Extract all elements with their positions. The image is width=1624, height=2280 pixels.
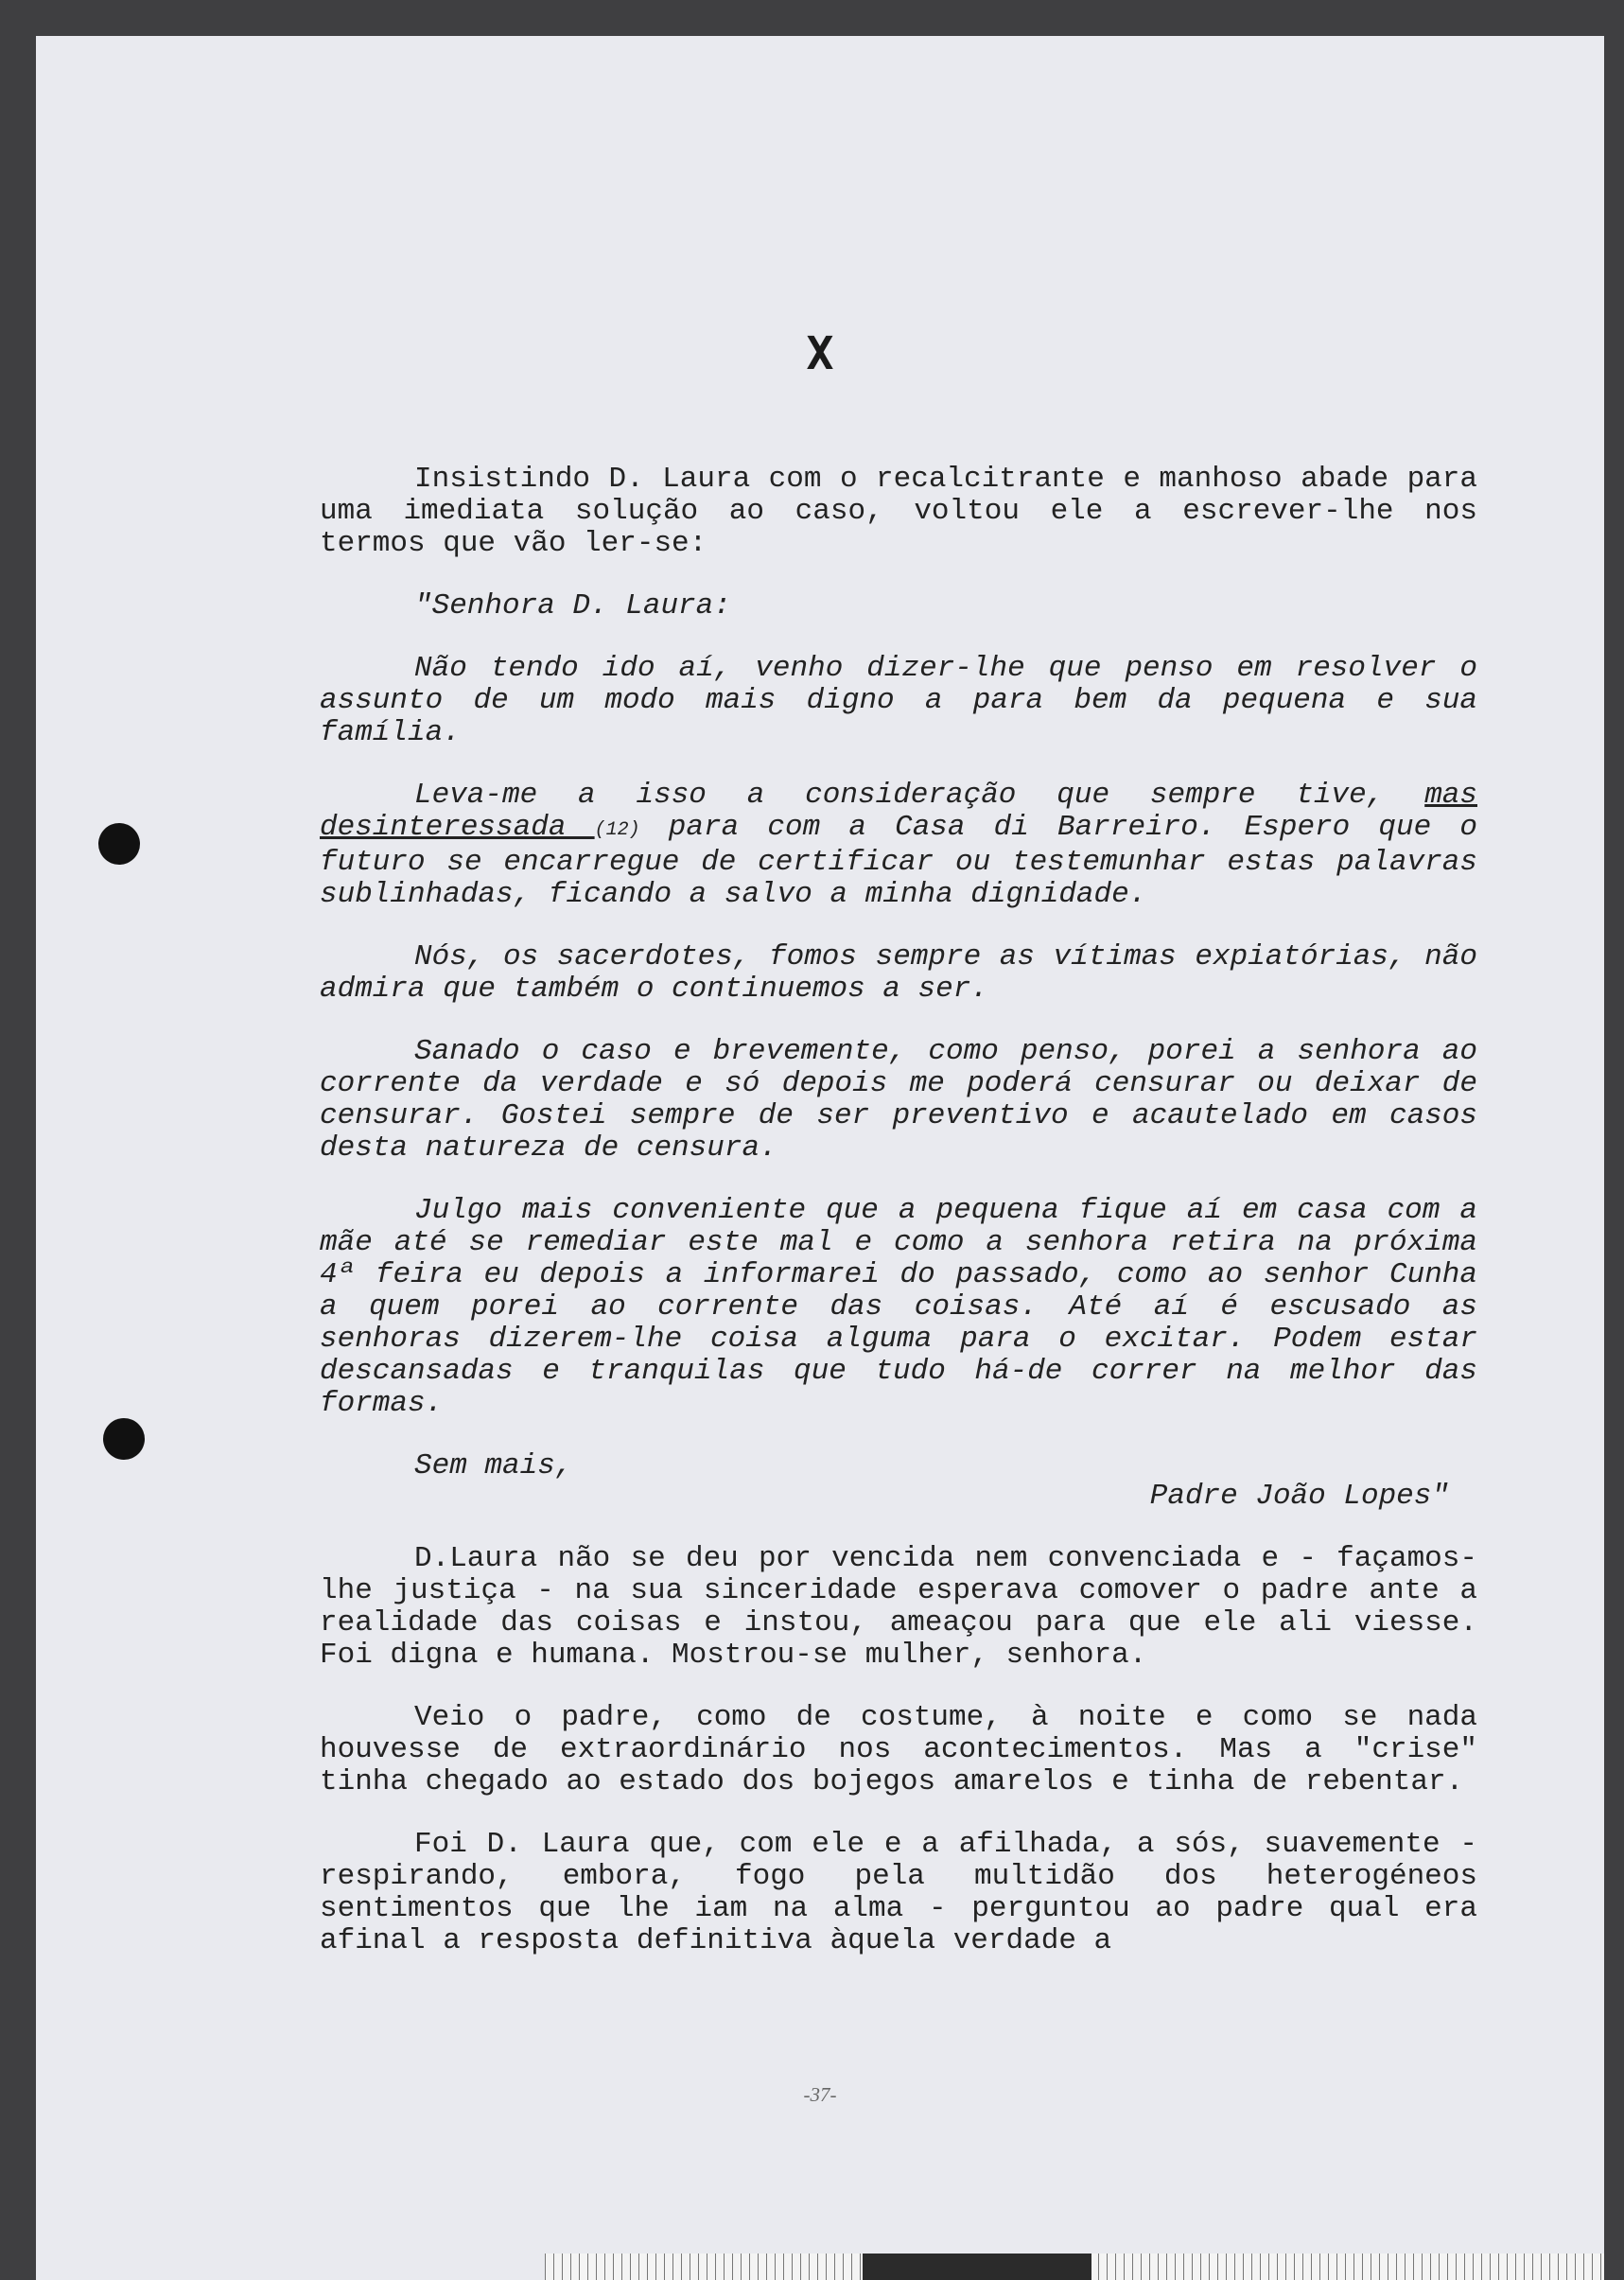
letter-paragraph xyxy=(320,780,1477,911)
paragraph: Insistindo D. Laura com o recalcitrante e manhoso abade para uma imediata solução ao caso, voltou ele a escrever-lhe nos termos que vão ler-se: xyxy=(320,463,1477,560)
paragraph: Foi D. Laura que, com ele e a afilhada, a sós, suavemente - respirando, embora, fogo pela multidão dos heterogéneos sentimentos que lhe iam na alma - perguntou ao padre qual era afinal a resposta definitiva àquela verdade a xyxy=(320,1828,1477,1957)
footnote-reference: (12) xyxy=(594,819,640,841)
paragraph: Veio o padre, como de costume, à noite e como se nada houvesse de extraordinário nos acontecimentos. Mas a "crise" tinha chegado ao estado dos bojegos amarelos e tinha de rebentar. xyxy=(320,1701,1477,1798)
letter-paragraph: Julgo mais conveniente que a pequena fique aí em casa com a mãe até se remediar este mal e como a senhora retira na próxima 4ª feira eu depois a informarei do passado, como ao senhor Cunha a quem porei ao corrente das coisas. Até aí é escusado as senhoras dizerem-lhe coisa alguma para o excitar. Podem estar descansadas e tranquilas que tudo há-de correr na melhor das formas. xyxy=(320,1194,1477,1420)
underlined-text: mas desinteressada xyxy=(320,779,1477,844)
paragraph: D.Laura não se deu por vencida nem convenciada e - façamos-lhe justiça - na sua sinceridade esperava comover o padre ante a realidade das coisas e instou, ameaçou para que ele ali viesse. Foi digna e humana. Mostrou-se mulher, senhora. xyxy=(320,1542,1477,1672)
text-span: Leva-me a isso a consideração que sempre tive, xyxy=(414,779,1425,812)
ruler-dark-band xyxy=(863,2254,1091,2280)
punch-hole xyxy=(98,823,140,865)
page-number: -37- xyxy=(803,2083,837,2106)
letter-paragraph: Sanado o caso e brevemente, como penso, porei a senhora ao corrente da verdade e só depois me poderá censurar ou deixar de censurar. Gostei sempre de ser preventivo e acautelado em casos desta natureza de censura. xyxy=(320,1035,1477,1165)
letter-salutation: "Senhora D. Laura: xyxy=(414,589,731,623)
text-span: para com a Casa di Barreiro. Espero que o futuro se encarregue de certificar ou testemunhar estas palavras sublinhadas, ficando a salvo a minha dignidade. xyxy=(320,811,1478,911)
letter-paragraph: Não tendo ido aí, venho dizer-lhe que penso em resolver o assunto de um modo mais digno a para bem da pequena e sua família. xyxy=(320,652,1477,749)
letter-signature: Padre João Lopes" xyxy=(1149,1480,1449,1513)
document-page xyxy=(36,36,1604,2280)
body-text xyxy=(320,464,1477,1957)
scan-ruler xyxy=(545,2254,1604,2280)
punch-hole xyxy=(103,1418,145,1460)
letter-paragraph: Nós, os sacerdotes, fomos sempre as vítimas expiatórias, não admira que também o continuemos a ser. xyxy=(320,940,1477,1006)
letter-closing: Sem mais, xyxy=(414,1449,573,1482)
chapter-title: X xyxy=(806,327,834,380)
